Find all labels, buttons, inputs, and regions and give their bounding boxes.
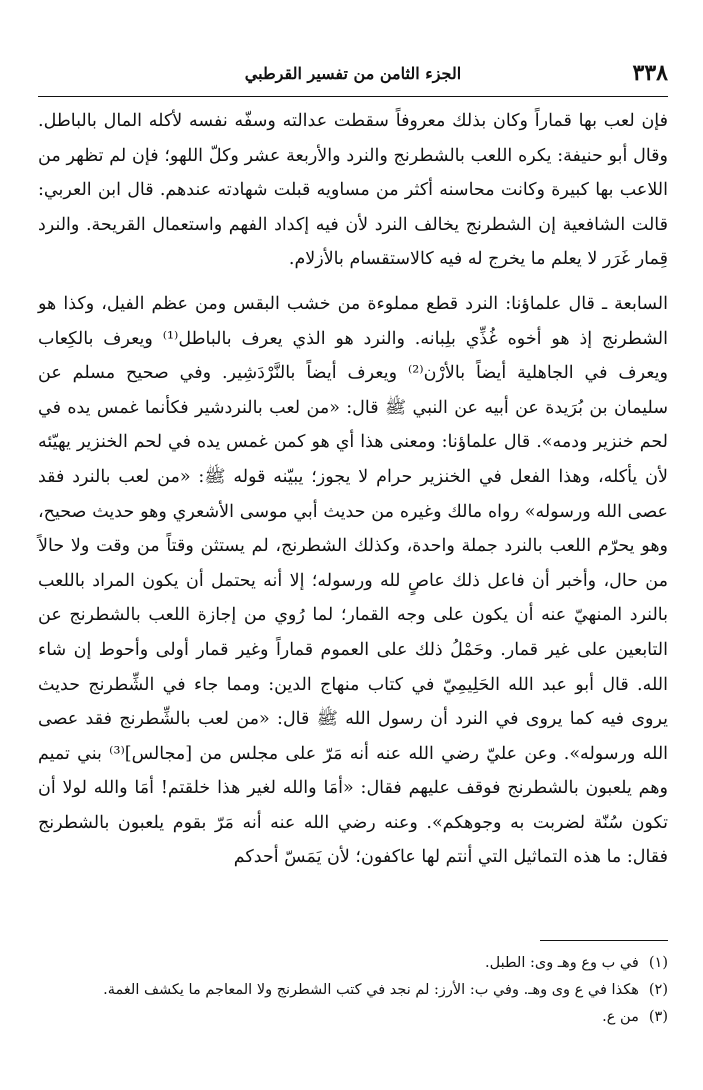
footnote-text: هكذا في ع وى وهـ. وفي ب: الأرز: لم نجد في كتب الشطرنج ولا المعاجم ما يكشف الغمة. [103,982,639,998]
footnote-number: (٣) [648,1009,668,1025]
main-text [38,104,668,875]
footnote-3 [38,1004,668,1031]
footnotes [38,950,668,1031]
footnote-1 [38,950,668,977]
footnote-rule [540,940,668,941]
paragraph-2: السابعة ـ قال علماؤنا: النرد قطع مملوءة من خشب البقس ومن عظم الفيل، وكذا هو الشطرنج إذ هو أخوه غُذِّي بلِبانه. والنرد هو الذي يعرف بالباطل⁽¹⁾ ويعرف بالكِعاب ويعرف في الجاهلية أيضاً بالأرْن⁽²⁾ ويعرف أيضاً بالنَّرْدَشِير. وفي صحيح مسلم عن سليمان بن بُرَيدة عن أبيه عن النبي ﷺ قال: «من لعب بالنردشير فكأنما غمس يده في لحم خنزير ودمه». قال علماؤنا: ومعنى هذا أي هو كمن غمس يده في لحم الخنزير يهيّئه لأن يأكله، وهذا الفعل في الخنزير حرام لا يجوز؛ يبيّنه قوله ﷺ: «من لعب بالنرد فقد عصى الله ورسوله» رواه مالك وغيره من حديث أبي موسى الأشعري وهو حديث صحيح، وهو يحرّم اللعب بالنرد جملة واحدة، وكذلك الشطرنج، لم يستثن وقتاً من وقت ولا حالاً من حال، وأخبر أن فاعل ذلك عاصٍ لله ورسوله؛ إلا أنه يحتمل أن يكون المراد باللعب بالنرد المنهيّ عنه أن يكون على وجه القمار؛ لما رُوي من إجازة اللعب بالشطرنج عن التابعين على غير قمار. وحَمْلُ ذلك على العموم قماراً وغير قمار أولى وأحوط إن شاء الله. قال أبو عبد الله الحَلِيمِيّ في كتاب منهاج الدين: ومما جاء في الشِّطرنج حديث يروى فيه كما يروى في النرد أن رسول الله ﷺ قال: «من لعب بالشِّطرنج فقد عصى الله ورسوله». وعن عليّ رضي الله عنه أنه مَرّ على مجلس من [مجالس]⁽³⁾ بني تميم وهم يلعبون بالشطرنج فوقف عليهم فقال: «أمَا والله لغير هذا خلقتم! أمَا والله لولا أن تكون سُنّة لضربت به وجوهكم». وعنه رضي الله عنه أنه مَرّ بقوم يلعبون بالشطرنج فقال: ما هذه التماثيل التي أنتم لها عاكفون؛ لأن يَمَسّ أحدكم [38,293,669,868]
footnote-number: (١) [648,955,668,971]
footnote-2 [38,977,668,1004]
footnote-text: من ع. [602,1009,639,1025]
footnote-text: في ب وع وهـ وى: الطبل. [485,955,639,971]
page-header [38,60,668,90]
footnote-number: (٢) [648,982,668,998]
paragraph-1: فإن لعب بها قماراً وكان بذلك معروفاً سقطت عدالته وسفّه نفسه لأكله المال بالباطل. وقال أبو حنيفة: يكره اللعب بالشطرنج والنرد والأربعة عشر وكلّ اللهو؛ فإن لم تظهر من اللاعب بها كبيرة وكانت محاسنه أكثر من مساويه قبلت شهادته عندهم. قال ابن العربي: قالت الشافعية إن الشطرنج يخالف النرد لأن فيه إكداد الفهم واستعمال القريحة. والنرد قِمار غَرَر لا يعلم ما يخرج له فيه كالاستقسام بالأزلام. [38,111,668,270]
header-rule [38,96,668,97]
page-number: ٣٣٨ [632,60,668,86]
running-title: الجزء الثامن من تفسير القرطبي [244,64,462,83]
